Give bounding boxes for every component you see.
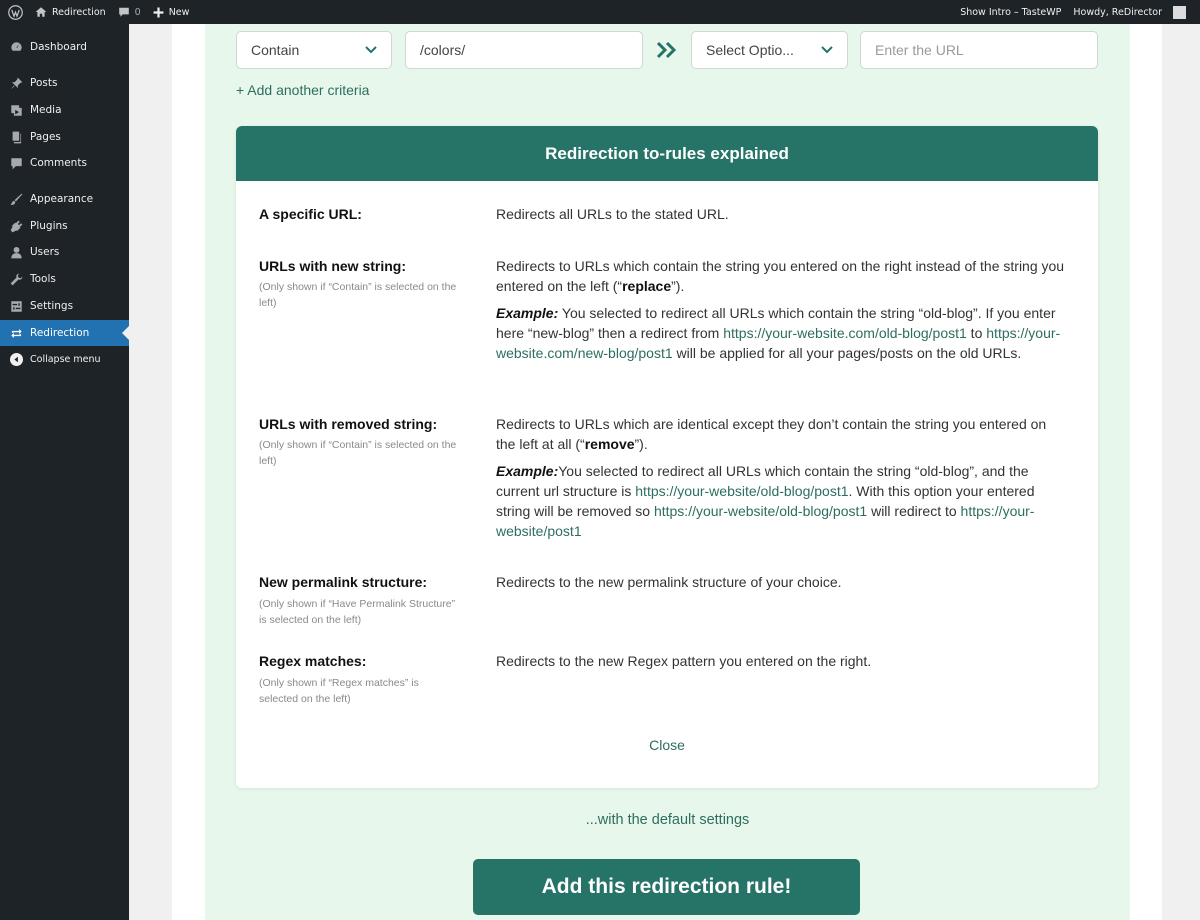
rule-desc-permalink: Redirects to the new permalink structure of your choice. bbox=[496, 574, 842, 590]
sidebar-item-dashboard[interactable] bbox=[0, 34, 129, 60]
rule-note-regex: (Only shown if “Regex matches” is selected on the left) bbox=[259, 677, 419, 705]
collapse-menu-label: Collapse menu bbox=[30, 353, 101, 365]
example-link[interactable]: https://your-website/old-blog/post1 bbox=[635, 483, 849, 499]
default-settings-link[interactable]: ...with the default settings bbox=[585, 812, 750, 828]
brush-icon bbox=[9, 192, 23, 206]
show-intro-link[interactable] bbox=[954, 0, 1067, 24]
chevron-down-icon bbox=[821, 46, 833, 54]
rule-note-new-string: (Only shown if “Contain” is selected on the left) bbox=[259, 281, 457, 309]
target-type-select[interactable] bbox=[691, 31, 848, 69]
plugin-icon bbox=[9, 219, 23, 233]
sidebar-item-label: Pages bbox=[30, 131, 61, 143]
pages-icon bbox=[9, 130, 23, 144]
sidebar-item-redirection[interactable] bbox=[0, 320, 129, 346]
collapse-menu-button[interactable] bbox=[0, 346, 129, 372]
admin-sidebar bbox=[0, 24, 129, 920]
sidebar-item-media[interactable] bbox=[0, 97, 129, 123]
rule-desc-new-string: Redirects to URLs which contain the string you entered on the right instead of the string you entered on the left (“replace”). bbox=[496, 258, 1065, 294]
target-url-placeholder: Enter the URL bbox=[875, 42, 964, 58]
target-url-input[interactable] bbox=[860, 31, 1098, 69]
sidebar-item-settings[interactable] bbox=[0, 293, 129, 319]
rule-note-removed-string: (Only shown if “Contain” is selected on the left) bbox=[259, 439, 457, 467]
wrench-icon bbox=[9, 272, 23, 286]
settings-icon bbox=[9, 299, 23, 313]
howdy-label: Howdy, ReDirector bbox=[1073, 6, 1162, 18]
rule-title-new-string: URLs with new string: bbox=[259, 258, 406, 274]
rule-desc-regex: Redirects to the new Regex pattern you entered on the right. bbox=[496, 653, 872, 669]
sidebar-item-label: Tools bbox=[30, 273, 56, 285]
example-link[interactable]: https://your-website/old-blog/post1 bbox=[653, 503, 868, 519]
wp-logo-menu[interactable] bbox=[0, 0, 29, 24]
rule-title-removed-string: URLs with removed string: bbox=[259, 416, 438, 432]
sidebar-item-label: Appearance bbox=[30, 193, 94, 205]
admin-bar bbox=[0, 0, 1200, 24]
sidebar-item-label: Dashboard bbox=[30, 41, 87, 53]
rule-desc-removed-string: Redirects to URLs which are identical except they don’t contain the string you entered on the left at all (“remove”). bbox=[496, 416, 1047, 452]
sidebar-item-users[interactable] bbox=[0, 239, 129, 265]
site-name-menu[interactable] bbox=[29, 0, 112, 24]
rule-note-permalink: (Only shown if “Have Permalink Structure” is selected on the left) bbox=[259, 598, 456, 626]
sidebar-item-label: Users bbox=[30, 246, 60, 258]
show-intro-label: Show Intro – TasteWP bbox=[960, 6, 1062, 18]
example-link[interactable]: https://your-website/post1 bbox=[496, 503, 1035, 539]
rule-title-regex: Regex matches: bbox=[259, 653, 367, 669]
sidebar-item-label: Comments bbox=[30, 157, 87, 169]
rule-example-new-string: Example: You selected to redirect all URLs which contain the string “old-blog”. If you enter here “new-blog” then a redirect from https://your-website.com/old-blog/post1 to https://your-website.com/new-blog/post1 will be applied for all your pages/posts on the old URLs. bbox=[496, 305, 1061, 361]
sidebar-item-label: Plugins bbox=[30, 220, 68, 232]
wordpress-icon bbox=[8, 5, 23, 20]
rule-title-permalink: New permalink structure: bbox=[259, 574, 428, 590]
pin-icon bbox=[9, 76, 23, 90]
sidebar-item-label: Posts bbox=[30, 77, 58, 89]
card-title: Redirection to-rules explained bbox=[545, 143, 789, 163]
sidebar-item-tools[interactable] bbox=[0, 266, 129, 292]
chevron-down-icon bbox=[365, 46, 377, 54]
rules-explained-card bbox=[236, 126, 1098, 788]
comments-count: 0 bbox=[134, 6, 141, 18]
sidebar-item-posts[interactable] bbox=[0, 70, 129, 96]
new-content-menu[interactable] bbox=[147, 0, 196, 24]
home-icon bbox=[35, 6, 47, 18]
card-header bbox=[236, 126, 1098, 181]
site-name: Redirection bbox=[52, 6, 106, 18]
sidebar-item-label: Redirection bbox=[30, 327, 90, 339]
example-link[interactable]: https://your-website.com/new-blog/post1 bbox=[496, 325, 1061, 361]
sidebar-item-pages[interactable] bbox=[0, 124, 129, 150]
condition-value: Contain bbox=[251, 42, 300, 58]
avatar bbox=[1173, 6, 1186, 19]
user-icon bbox=[9, 245, 23, 259]
sidebar-item-plugins[interactable] bbox=[0, 213, 129, 239]
example-link[interactable]: https://your-website.com/old-blog/post1 bbox=[723, 325, 967, 341]
redirect-icon bbox=[9, 326, 23, 340]
criteria-value: /colors/ bbox=[420, 42, 466, 58]
rule-example-removed-string: Example:You selected to redirect all URLs which contain the string “old-blog”, and the current url structure is https://your-website/old-blog/post1. With this option your entered string will be removed so https://your-website/old-blog/post1 will redirect to https://your-website/post1 bbox=[496, 463, 1035, 539]
dashboard-icon bbox=[9, 40, 23, 54]
add-redirection-rule-button[interactable]: Add this redirection rule! bbox=[473, 859, 860, 915]
plus-icon bbox=[153, 7, 164, 18]
media-icon bbox=[9, 103, 23, 117]
sidebar-item-label: Media bbox=[30, 104, 62, 116]
condition-select[interactable] bbox=[236, 31, 392, 69]
target-type-value: Select Optio... bbox=[706, 42, 794, 58]
account-menu[interactable] bbox=[1067, 0, 1200, 24]
add-criteria-link[interactable]: + Add another criteria bbox=[236, 82, 370, 98]
rule-desc-specific-url: Redirects all URLs to the stated URL. bbox=[496, 206, 729, 222]
comment-icon bbox=[9, 156, 23, 170]
sidebar-item-appearance[interactable] bbox=[0, 186, 129, 212]
double-chevron-right-icon bbox=[656, 40, 678, 60]
new-label: New bbox=[168, 6, 190, 18]
close-link[interactable]: Close bbox=[649, 737, 685, 753]
sidebar-item-comments[interactable] bbox=[0, 150, 129, 176]
rule-title-specific-url: A specific URL: bbox=[259, 206, 362, 222]
collapse-icon bbox=[9, 352, 23, 366]
comment-bubble-icon bbox=[118, 6, 130, 18]
comments-menu[interactable] bbox=[112, 0, 147, 24]
criteria-value-input[interactable] bbox=[405, 31, 643, 69]
sidebar-item-label: Settings bbox=[30, 300, 74, 312]
